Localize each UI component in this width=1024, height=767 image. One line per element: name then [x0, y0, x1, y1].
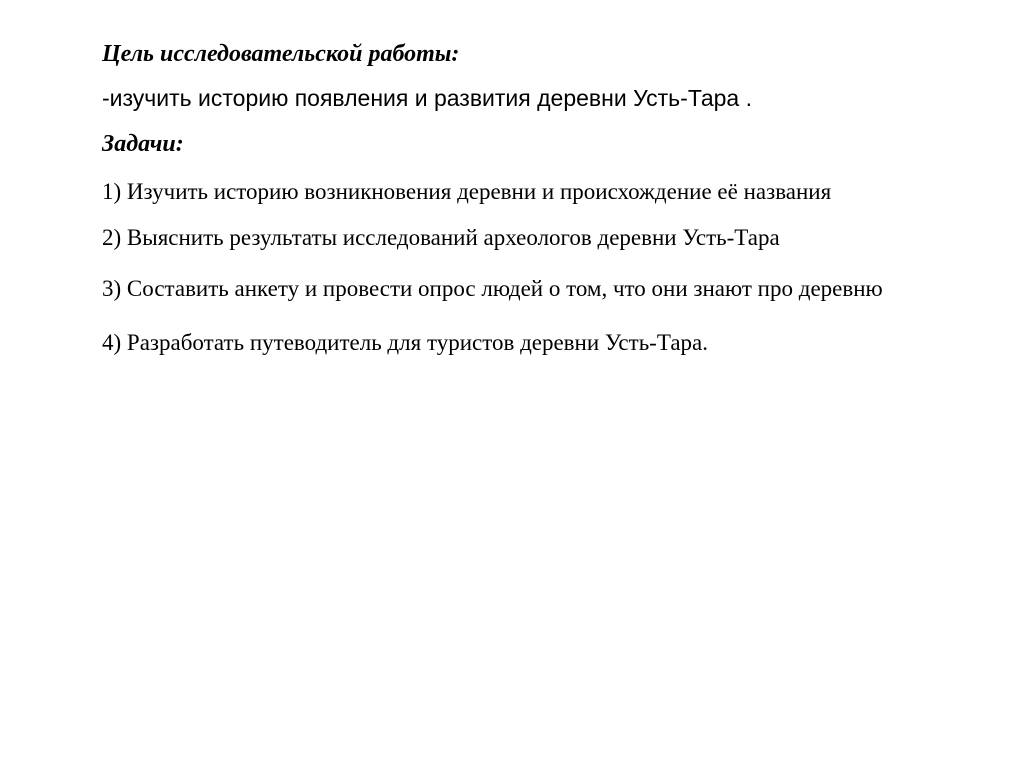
task-item: 2) Выяснить результаты исследований археологов деревни Усть-Тара: [102, 225, 780, 250]
task-item: 1) Изучить историю возникновения деревни и происхождение её названия: [102, 179, 832, 204]
tasks-heading: Задачи:: [102, 131, 184, 157]
goal-heading: Цель исследовательской работы:: [102, 41, 460, 67]
task-item: 3) Составить анкету и провести опрос людей о том, что они знают про деревню: [102, 276, 883, 301]
goal-text: -изучить историю появления и развития деревни Усть-Тара .: [102, 85, 752, 111]
task-item: 4) Разработать путеводитель для туристов деревни Усть-Тара.: [102, 330, 708, 355]
slide-content: [102, 38, 922, 356]
